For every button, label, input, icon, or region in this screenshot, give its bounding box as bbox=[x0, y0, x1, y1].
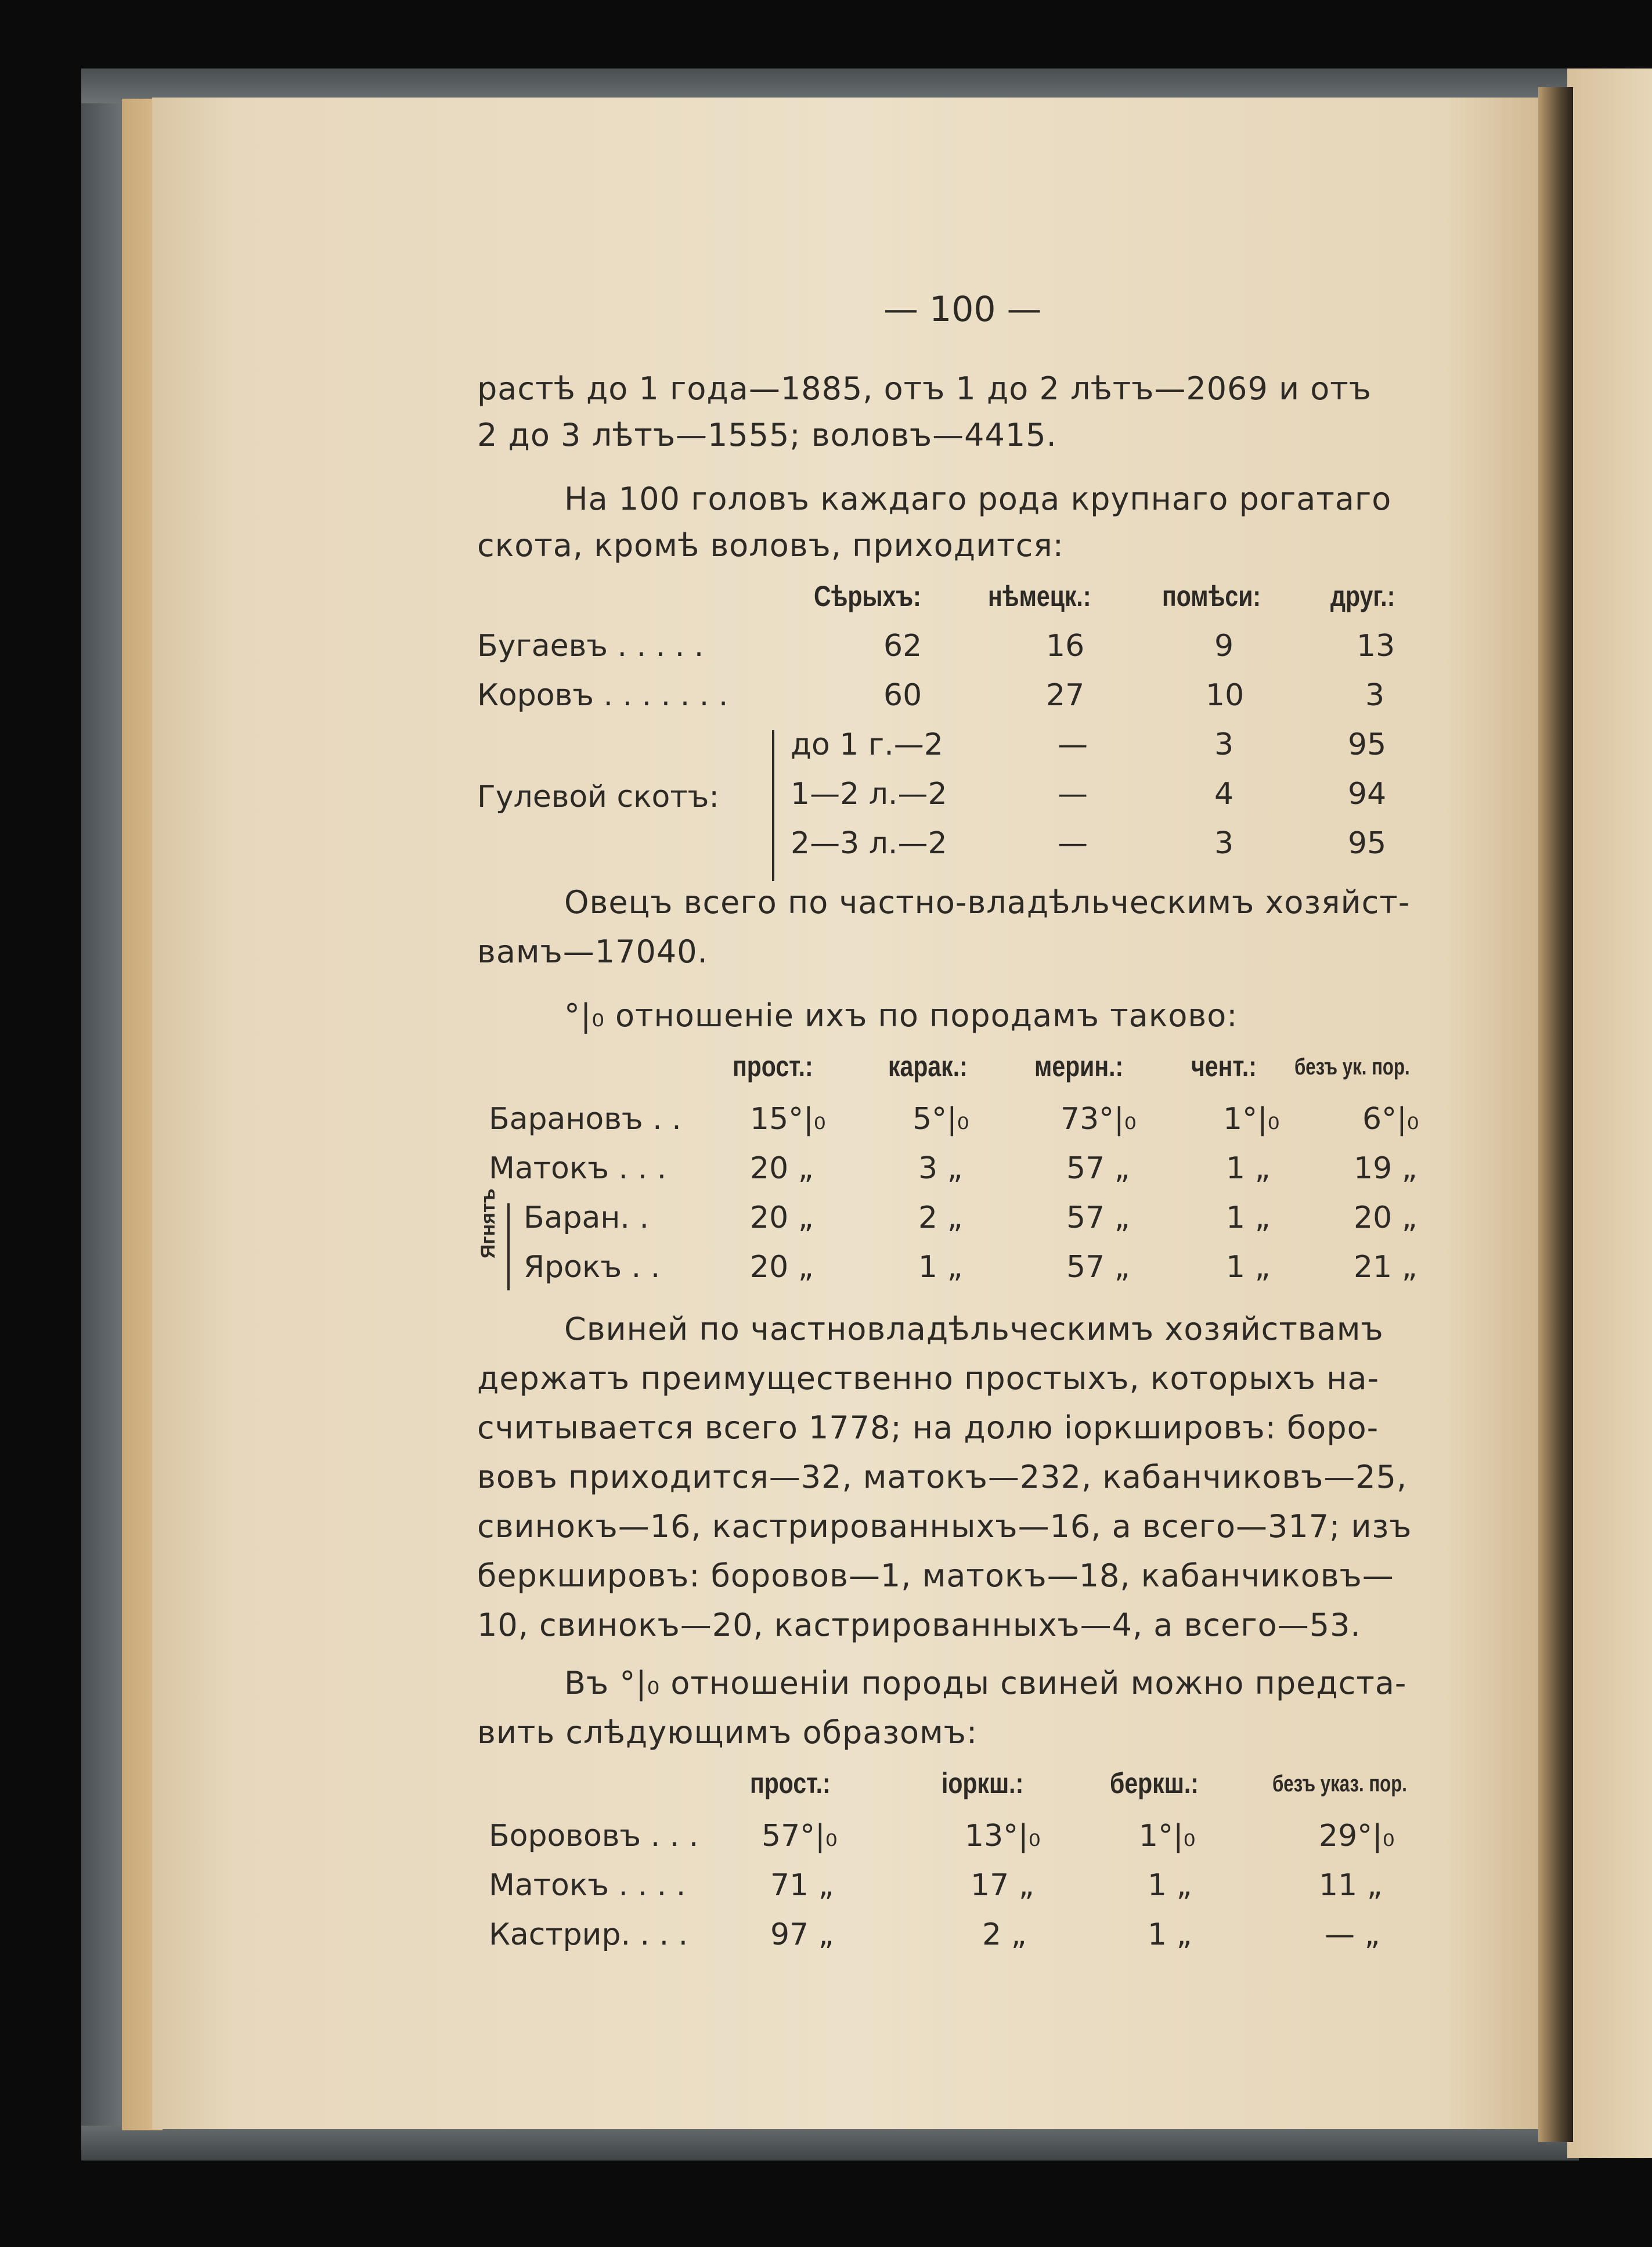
book-gutter bbox=[1538, 87, 1573, 2142]
cell: 57 „ bbox=[1066, 1151, 1130, 1186]
column-header: безъ указ. пор. bbox=[1272, 1771, 1407, 1797]
cell: 10 bbox=[1206, 678, 1245, 713]
cell: 11 „ bbox=[1319, 1868, 1383, 1903]
cell: — bbox=[1058, 777, 1088, 811]
cell: 1°|₀ bbox=[1139, 1819, 1196, 1853]
text-line: растѣ до 1 года—1885, отъ 1 до 2 лѣтъ—2069 и отъ bbox=[477, 370, 1372, 407]
row-label: Бугаевъ . . . . . bbox=[477, 629, 704, 663]
column-header: друг.: bbox=[1330, 580, 1395, 612]
cell: 95 bbox=[1348, 826, 1387, 861]
text-line: вамъ—17040. bbox=[477, 933, 708, 970]
cell: — bbox=[1058, 727, 1088, 762]
cell: 20 „ bbox=[1354, 1200, 1417, 1235]
cell: 57 „ bbox=[1066, 1200, 1130, 1235]
cell: 20 „ bbox=[750, 1151, 814, 1186]
cell: 20 „ bbox=[750, 1250, 814, 1285]
row-label: Коровъ . . . . . . . bbox=[477, 678, 728, 713]
next-page bbox=[1567, 68, 1652, 2158]
cell: 3 bbox=[1214, 727, 1234, 762]
column-header: чент.: bbox=[1191, 1050, 1257, 1083]
column-header: беркш.: bbox=[1110, 1767, 1199, 1799]
cell: 2 „ bbox=[918, 1200, 963, 1235]
cell: 21 „ bbox=[1354, 1250, 1417, 1285]
cell: 20 „ bbox=[750, 1200, 814, 1235]
cell: 1 „ bbox=[1148, 1917, 1192, 1952]
row-label: Кастрир. . . . bbox=[489, 1917, 688, 1952]
row-label: 2—3 л.—2 bbox=[791, 826, 947, 861]
cell: 3 bbox=[1214, 826, 1234, 861]
text-line: 2 до 3 лѣтъ—1555; воловъ—4415. bbox=[477, 417, 1057, 453]
cell: 3 bbox=[1365, 678, 1385, 713]
text-line: скота, кромѣ воловъ, приходится: bbox=[477, 527, 1064, 564]
column-header: карак.: bbox=[888, 1050, 968, 1083]
cell: 19 „ bbox=[1354, 1151, 1417, 1186]
text-line: вить слѣдующимъ образомъ: bbox=[477, 1714, 978, 1751]
cell: 1 „ bbox=[1148, 1868, 1192, 1903]
cell: 95 bbox=[1348, 727, 1387, 762]
group-label-vertical: Ягнятъ bbox=[477, 1188, 499, 1258]
cell: 2 „ bbox=[982, 1917, 1027, 1952]
text-line: Овецъ всего по частно-владѣльческимъ хозяйст- bbox=[564, 884, 1411, 921]
cell: 1 „ bbox=[918, 1250, 963, 1285]
cell: 13 bbox=[1357, 629, 1395, 663]
row-label: Матокъ . . . bbox=[489, 1151, 667, 1186]
column-header: прост.: bbox=[733, 1050, 813, 1083]
cell: 57 „ bbox=[1066, 1250, 1130, 1285]
text-line: считывается всего 1778; на долю іоркшировъ: боро- bbox=[477, 1409, 1379, 1446]
cell: 1 „ bbox=[1226, 1250, 1271, 1285]
column-header: нѣмецк.: bbox=[988, 580, 1091, 612]
cell: 1 „ bbox=[1226, 1151, 1271, 1186]
text-line: °|₀ отношеніе ихъ по породамъ таково: bbox=[564, 997, 1238, 1034]
row-label: 1—2 л.—2 bbox=[791, 777, 947, 811]
cell: 57°|₀ bbox=[762, 1819, 838, 1853]
text-line: На 100 головъ каждаго рода крупнаго рогатаго bbox=[564, 481, 1392, 517]
cell: 13°|₀ bbox=[965, 1819, 1041, 1853]
cell: 97 „ bbox=[770, 1917, 834, 1952]
cell: — „ bbox=[1325, 1917, 1380, 1952]
row-label: до 1 г.—2 bbox=[791, 727, 943, 762]
page-number: — 100 — bbox=[883, 289, 1042, 330]
cell: 71 „ bbox=[770, 1868, 834, 1903]
cell: — bbox=[1058, 826, 1088, 861]
cell: 60 bbox=[883, 678, 922, 713]
text-line: держатъ преимущественно простыхъ, которыхъ на- bbox=[477, 1360, 1380, 1397]
group-label: Гулевой скотъ: bbox=[477, 780, 719, 814]
text-line: свинокъ—16, кастрированныхъ—16, а всего—317; изъ bbox=[477, 1508, 1412, 1545]
brace bbox=[507, 1203, 510, 1290]
cell: 9 bbox=[1214, 629, 1234, 663]
cell: 1°|₀ bbox=[1223, 1102, 1280, 1137]
cell: 4 bbox=[1214, 777, 1234, 811]
cell: 17 „ bbox=[971, 1868, 1034, 1903]
row-label: Барановъ . . bbox=[489, 1102, 681, 1137]
book-cover-bottom bbox=[81, 2126, 1579, 2161]
cell: 1 „ bbox=[1226, 1200, 1271, 1235]
column-header: іоркш.: bbox=[942, 1767, 1024, 1799]
row-label: Ярокъ . . bbox=[524, 1250, 661, 1285]
column-header: помѣси: bbox=[1162, 580, 1261, 612]
text-line: 10, свинокъ—20, кастрированныхъ—4, а всего—53. bbox=[477, 1607, 1361, 1643]
cell: 62 bbox=[883, 629, 922, 663]
book-page bbox=[152, 98, 1557, 2129]
text-line: Свиней по частновладѣльческимъ хозяйствамъ bbox=[564, 1311, 1384, 1347]
text-line: Въ °|₀ отношеніи породы свиней можно предста- bbox=[564, 1665, 1407, 1701]
column-header: безъ ук. пор. bbox=[1294, 1054, 1410, 1080]
cell: 6°|₀ bbox=[1362, 1102, 1419, 1137]
column-header: мерин.: bbox=[1034, 1050, 1124, 1083]
brace bbox=[772, 730, 774, 881]
cell: 73°|₀ bbox=[1061, 1102, 1137, 1137]
cell: 15°|₀ bbox=[750, 1102, 826, 1137]
cell: 3 „ bbox=[918, 1151, 963, 1186]
text-line: беркшировъ: боровов—1, матокъ—18, кабанчиковъ— bbox=[477, 1557, 1394, 1594]
row-label: Баран. . bbox=[524, 1200, 649, 1235]
row-label: Борововъ . . . bbox=[489, 1819, 699, 1853]
cell: 29°|₀ bbox=[1319, 1819, 1395, 1853]
column-header: прост.: bbox=[750, 1767, 831, 1799]
cell: 27 bbox=[1046, 678, 1085, 713]
cell: 94 bbox=[1348, 777, 1387, 811]
row-label: Матокъ . . . . bbox=[489, 1868, 686, 1903]
cell: 16 bbox=[1046, 629, 1085, 663]
cell: 5°|₀ bbox=[912, 1102, 969, 1137]
column-header: Сѣрыхъ: bbox=[814, 580, 921, 612]
text-line: вовъ приходится—32, матокъ—232, кабанчиковъ—25, bbox=[477, 1459, 1408, 1495]
